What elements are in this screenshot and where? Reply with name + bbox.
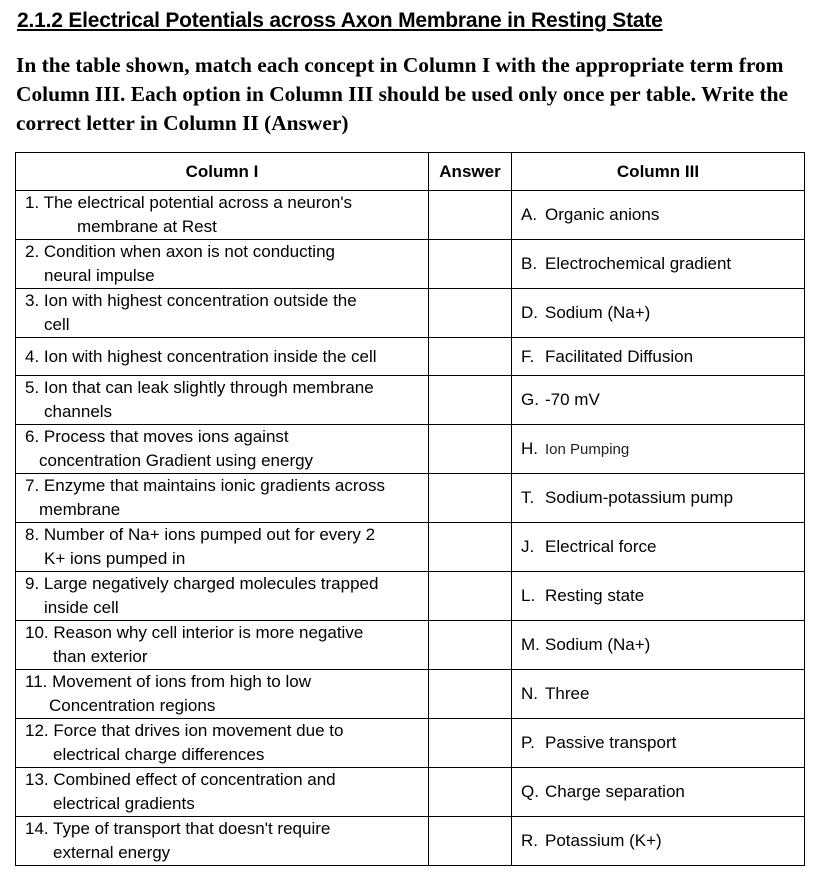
option-text: Ion Pumping <box>545 440 630 458</box>
concept-text-line: 9. Large negatively charged molecules trapped <box>25 574 379 593</box>
option-cell <box>512 670 805 719</box>
option-text: Sodium-potassium pump <box>545 488 734 507</box>
concept-cell <box>16 670 429 719</box>
option-text: Passive transport <box>545 733 677 752</box>
option-cell <box>512 376 805 425</box>
table-row <box>16 670 805 719</box>
option-cell <box>512 768 805 817</box>
matching-table <box>15 152 805 866</box>
option-letter: M. <box>521 635 540 654</box>
option-letter: A. <box>521 205 538 224</box>
answer-cell[interactable] <box>429 621 512 670</box>
concept-cell <box>16 425 429 474</box>
concept-text-line: Concentration regions <box>49 696 216 715</box>
concept-text-line: 13. Combined effect of concentration and <box>25 770 336 789</box>
concept-text-line: electrical gradients <box>53 794 195 813</box>
option-cell <box>512 621 805 670</box>
concept-text-line: 10. Reason why cell interior is more negative <box>25 623 364 642</box>
concept-text-line: concentration Gradient using energy <box>39 451 314 470</box>
answer-cell[interactable] <box>429 289 512 338</box>
answer-cell[interactable] <box>429 474 512 523</box>
option-text: Three <box>545 684 590 703</box>
concept-cell <box>16 474 429 523</box>
answer-cell[interactable] <box>429 719 512 768</box>
option-letter: B. <box>521 254 538 273</box>
option-cell <box>512 719 805 768</box>
option-letter: G. <box>521 390 539 409</box>
column-1-header: Column I <box>16 153 429 191</box>
option-letter: T. <box>521 488 535 507</box>
answer-cell[interactable] <box>429 768 512 817</box>
option-cell <box>512 338 805 376</box>
concept-text-line: 4. Ion with highest concentration inside the cell <box>25 346 377 366</box>
option-text: Electrical force <box>545 537 657 556</box>
option-text: Facilitated Diffusion <box>545 346 694 366</box>
option-text: Sodium (Na+) <box>545 303 651 322</box>
answer-cell[interactable] <box>429 191 512 240</box>
concept-text-line: neural impulse <box>44 266 155 285</box>
concept-text-line: 6. Process that moves ions against <box>25 427 289 446</box>
table-row <box>16 338 805 376</box>
table-row <box>16 376 805 425</box>
answer-cell[interactable] <box>429 817 512 866</box>
option-cell <box>512 191 805 240</box>
table-row <box>16 768 805 817</box>
concept-text-line: 8. Number of Na+ ions pumped out for every 2 <box>25 525 376 544</box>
option-letter: D. <box>521 303 538 322</box>
concept-text-line: electrical charge differences <box>53 745 265 764</box>
concept-cell <box>16 523 429 572</box>
concept-text-line: 5. Ion that can leak slightly through membrane <box>25 378 374 397</box>
table-row <box>16 289 805 338</box>
concept-text-line: cell <box>44 315 70 334</box>
table-header-row <box>16 153 805 191</box>
answer-cell[interactable] <box>429 670 512 719</box>
concept-cell <box>16 191 429 240</box>
table-row <box>16 621 805 670</box>
option-letter: F. <box>521 346 535 366</box>
concept-cell <box>16 817 429 866</box>
answer-column-header: Answer <box>429 153 512 191</box>
option-text: Resting state <box>545 586 645 605</box>
concept-text-line: external energy <box>53 843 171 862</box>
answer-cell[interactable] <box>429 240 512 289</box>
concept-text-line: K+ ions pumped in <box>44 549 186 568</box>
option-letter: Q. <box>521 782 539 801</box>
option-letter: J. <box>521 537 535 556</box>
concept-text-line: 1. The electrical potential across a neuron's <box>25 193 353 212</box>
option-letter: R. <box>521 831 538 850</box>
instructions-text: In the table shown, match each concept in Column I with the appropriate term from Column III. Each option in Column III should be used only once per table. Write the correct letter in Column II (Answer) <box>16 53 788 135</box>
table-row <box>16 474 805 523</box>
concept-text-line: 7. Enzyme that maintains ionic gradients across <box>25 476 386 495</box>
table-row <box>16 240 805 289</box>
option-cell <box>512 523 805 572</box>
option-text: Sodium (Na+) <box>545 635 651 654</box>
concept-text-line: than exterior <box>53 647 148 666</box>
option-text: -70 mV <box>545 390 600 409</box>
option-cell <box>512 817 805 866</box>
concept-text-line: 2. Condition when axon is not conducting <box>25 242 335 261</box>
option-cell <box>512 289 805 338</box>
answer-cell[interactable] <box>429 338 512 376</box>
option-text: Potassium (K+) <box>545 831 662 850</box>
table-row <box>16 191 805 240</box>
answer-cell[interactable] <box>429 523 512 572</box>
option-text: Electrochemical gradient <box>545 254 732 273</box>
concept-text-line: membrane <box>39 500 121 519</box>
option-letter: P. <box>521 733 535 752</box>
option-letter: L. <box>521 586 536 605</box>
option-cell <box>512 474 805 523</box>
table-row <box>16 719 805 768</box>
option-cell <box>512 240 805 289</box>
concept-text-line: 14. Type of transport that doesn't require <box>25 819 331 838</box>
option-letter: N. <box>521 684 538 703</box>
concept-text-line: 3. Ion with highest concentration outside the <box>25 291 357 310</box>
table-row <box>16 425 805 474</box>
concept-text-line: channels <box>44 402 113 421</box>
concept-text-line: 12. Force that drives ion movement due to <box>25 721 344 740</box>
answer-cell[interactable] <box>429 572 512 621</box>
table-row <box>16 523 805 572</box>
section-heading: 2.1.2 Electrical Potentials across Axon Membrane in Resting State <box>17 9 663 32</box>
table-row <box>16 572 805 621</box>
option-cell <box>512 425 805 474</box>
concept-cell <box>16 719 429 768</box>
option-letter: H. <box>521 438 538 458</box>
table-row <box>16 817 805 866</box>
answer-cell[interactable] <box>429 376 512 425</box>
column-3-header: Column III <box>512 153 805 191</box>
concept-cell <box>16 289 429 338</box>
concept-cell <box>16 376 429 425</box>
concept-text-line: 11. Movement of ions from high to low <box>25 672 311 691</box>
concept-cell <box>16 572 429 621</box>
option-cell <box>512 572 805 621</box>
concept-cell <box>16 621 429 670</box>
option-text: Charge separation <box>545 782 685 801</box>
concept-cell <box>16 240 429 289</box>
concept-cell <box>16 338 429 376</box>
concept-cell <box>16 768 429 817</box>
option-text: Organic anions <box>545 205 660 224</box>
answer-cell[interactable] <box>429 425 512 474</box>
concept-text-line: membrane at Rest <box>77 217 217 236</box>
concept-text-line: inside cell <box>44 598 119 617</box>
